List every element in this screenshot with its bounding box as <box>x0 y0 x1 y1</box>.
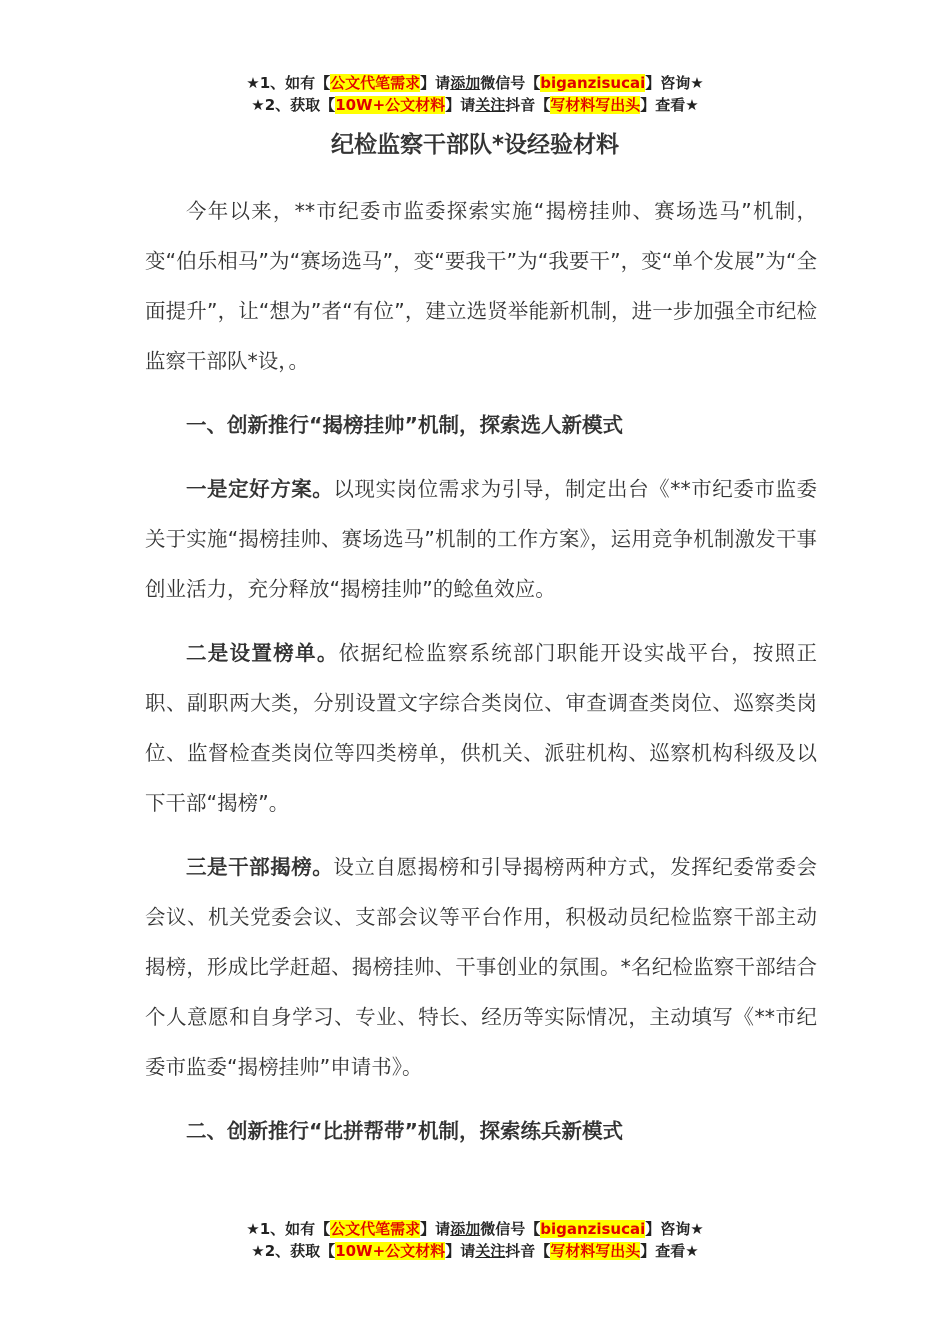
paragraph-2 <box>145 628 817 828</box>
banner-text: ★2、获取【 <box>251 1242 336 1260</box>
banner-underlined: 添加 <box>450 1220 481 1238</box>
banner-text: 】查看★ <box>640 96 699 114</box>
banner-highlight: 公文代笔需求 <box>330 1220 421 1238</box>
banner-text: 微信号【 <box>480 74 541 92</box>
banner-text: 】请 <box>445 1242 476 1260</box>
document-body <box>145 186 817 1156</box>
banner-underlined: 添加 <box>450 74 481 92</box>
banner-underlined: 关注 <box>475 96 506 114</box>
banner-underlined: 关注 <box>475 1242 506 1260</box>
banner-text: ★1、如有【 <box>246 1220 331 1238</box>
banner-highlight: 写材料写出头 <box>550 1242 641 1260</box>
paragraph-lead: 一是定好方案。 <box>186 477 334 501</box>
document-title: 纪检监察干部队*设经验材料 <box>330 132 620 158</box>
paragraph-lead: 三是干部揭榜。 <box>186 855 334 879</box>
paragraph-text: 依据纪检监察系统部门职能开设实战平台，按照正职、副职两大类，分别设置文字综合类岗位、审查调查类岗位、巡察类岗位、监督检查类岗位等四类榜单，供机关、派驻机构、巡察机构科级及以下干部“揭榜”。 <box>145 641 817 815</box>
banner-text: 微信号【 <box>480 1220 541 1238</box>
banner-highlight: biganzisucai <box>540 1220 646 1238</box>
top-banner <box>0 72 950 116</box>
banner-highlight: 10W+公文材料 <box>335 96 446 114</box>
banner-highlight: 写材料写出头 <box>550 96 641 114</box>
banner-highlight: 公文代笔需求 <box>330 74 421 92</box>
intro-paragraph: 今年以来，**市纪委市监委探索实施“揭榜挂帅、赛场选马”机制，变“伯乐相马”为“赛场选马”，变“要我干”为“我要干”，变“单个发展”为“全面提升”，让“想为”者“有位”，建立选贤举能新机制，进一步加强全市纪检监察干部队*设，。 <box>145 199 817 373</box>
paragraph-1 <box>145 464 817 614</box>
section-heading-2: 二、创新推行“比拼帮带”机制，探索练兵新模式 <box>186 1119 623 1143</box>
banner-text: 】请 <box>420 74 451 92</box>
banner-text: 】咨询★ <box>645 74 704 92</box>
banner-text: 抖音【 <box>505 1242 551 1260</box>
paragraph-text: 设立自愿揭榜和引导揭榜两种方式，发挥纪委常委会会议、机关党委会议、支部会议等平台作用，积极动员纪检监察干部主动揭榜，形成比学赶超、揭榜挂帅、干事创业的氛围。*名纪检监察干部结合个人意愿和自身学习、专业、特长、经历等实际情况，主动填写《**市纪委市监委“揭榜挂帅”申请书》。 <box>145 855 818 1079</box>
banner-text: 】请 <box>445 96 476 114</box>
banner-line-1 <box>0 72 950 94</box>
bottom-banner <box>0 1218 950 1262</box>
banner-text: ★2、获取【 <box>251 96 336 114</box>
banner-highlight: biganzisucai <box>540 74 646 92</box>
section-heading-1: 一、创新推行“揭榜挂帅”机制，探索选人新模式 <box>186 413 623 437</box>
banner-text: ★1、如有【 <box>246 74 331 92</box>
banner-line-2 <box>0 94 950 116</box>
banner-text: 】查看★ <box>640 1242 699 1260</box>
paragraph-text: 以现实岗位需求为引导，制定出台《**市纪委市监委关于实施“揭榜挂帅、赛场选马”机制的工作方案》，运用竞争机制激发干事创业活力，充分释放“揭榜挂帅”的鲶鱼效应。 <box>145 477 818 601</box>
paragraph-3 <box>145 842 817 1092</box>
banner-line-2 <box>0 1240 950 1262</box>
banner-text: 】咨询★ <box>645 1220 704 1238</box>
paragraph-lead: 二是设置榜单。 <box>186 641 339 665</box>
banner-line-1 <box>0 1218 950 1240</box>
banner-text: 抖音【 <box>505 96 551 114</box>
banner-text: 】请 <box>420 1220 451 1238</box>
banner-highlight: 10W+公文材料 <box>335 1242 446 1260</box>
